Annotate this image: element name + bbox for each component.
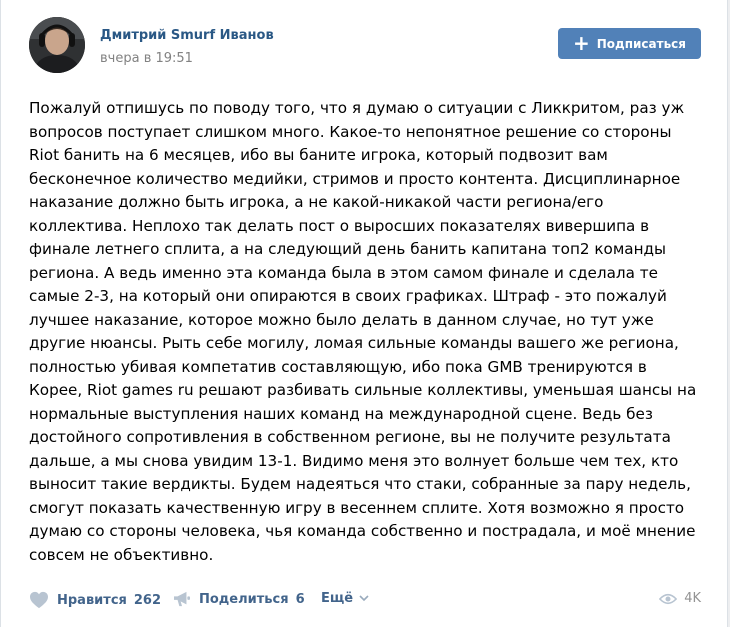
subscribe-button[interactable] <box>558 28 701 59</box>
views-count: 4K <box>684 591 701 606</box>
post-timestamp[interactable]: вчера в 19:51 <box>100 51 193 66</box>
share-button[interactable] <box>173 591 305 607</box>
views-counter <box>659 591 701 606</box>
heart-icon <box>29 591 49 609</box>
more-label: Ещё <box>321 591 354 606</box>
post-text: Пожалуй отпишусь по поводу того, что я думаю о ситуации с Ликкритом, раз уж вопросов поступает слишком много. Какое-то непонятное решение со стороны Riot банить на 6 месяцев, ибо вы баните игрока, который подвозит вам бесконечное количество медийки, стримов и просто контента. Дисциплинарное наказание должно быть игрока, а не какой-никакой части региона/его коллектива. Неплохо так делать пост о выросших показателях вивершипа в финале летнего сплита, а на следующий день банить капитана топ2 команды региона. А ведь именно эта команда была в этом самом финале и сделала те самые 2-3, на который они опираются в своих графиках. Штраф - это пожалуй лучшее наказание, которое можно было делать в данном случае, но тут уже другие нюансы. Рыть себе могилу, ломая сильные команды вашего же региона, полностью убивая компетатив составляющую, ибо пока GMB тренируются в Корее, Riot games ru решают разбивать сильные коллективы, уменьшая шансы на нормальные выступления наших команд на международной сцене. Ведь без достойного сопротивления в собственном регионе, вы не получите результата дальше, а мы снова увидим 13-1. Видимо меня это волнует больше чем тех, кто выносит такие вердикты. Будем надеяться что стаки, собранные за пару недель, смогут показать качественную игру в весеннем сплите. Хотя возможно я просто думаю со стороны человека, чья команда собственно и пострадала, и моё мнение совсем не объективно. <box>29 99 697 564</box>
share-count: 6 <box>295 591 305 607</box>
subscribe-label: Подписаться <box>596 36 686 51</box>
more-button[interactable] <box>321 591 377 606</box>
author-avatar[interactable] <box>29 17 85 73</box>
like-count: 262 <box>133 592 162 608</box>
avatar-photo <box>29 17 85 73</box>
share-label: Поделиться <box>199 591 289 607</box>
plus-icon: + <box>572 30 590 55</box>
post-actions-bar <box>1 582 729 616</box>
chevron-down-icon <box>359 595 369 602</box>
megaphone-icon <box>173 591 191 607</box>
eye-icon <box>659 593 677 605</box>
like-label: Нравится <box>57 592 127 608</box>
like-button[interactable] <box>29 591 161 609</box>
author-name-link[interactable]: Дмитрий Smurf Иванов <box>100 28 274 43</box>
